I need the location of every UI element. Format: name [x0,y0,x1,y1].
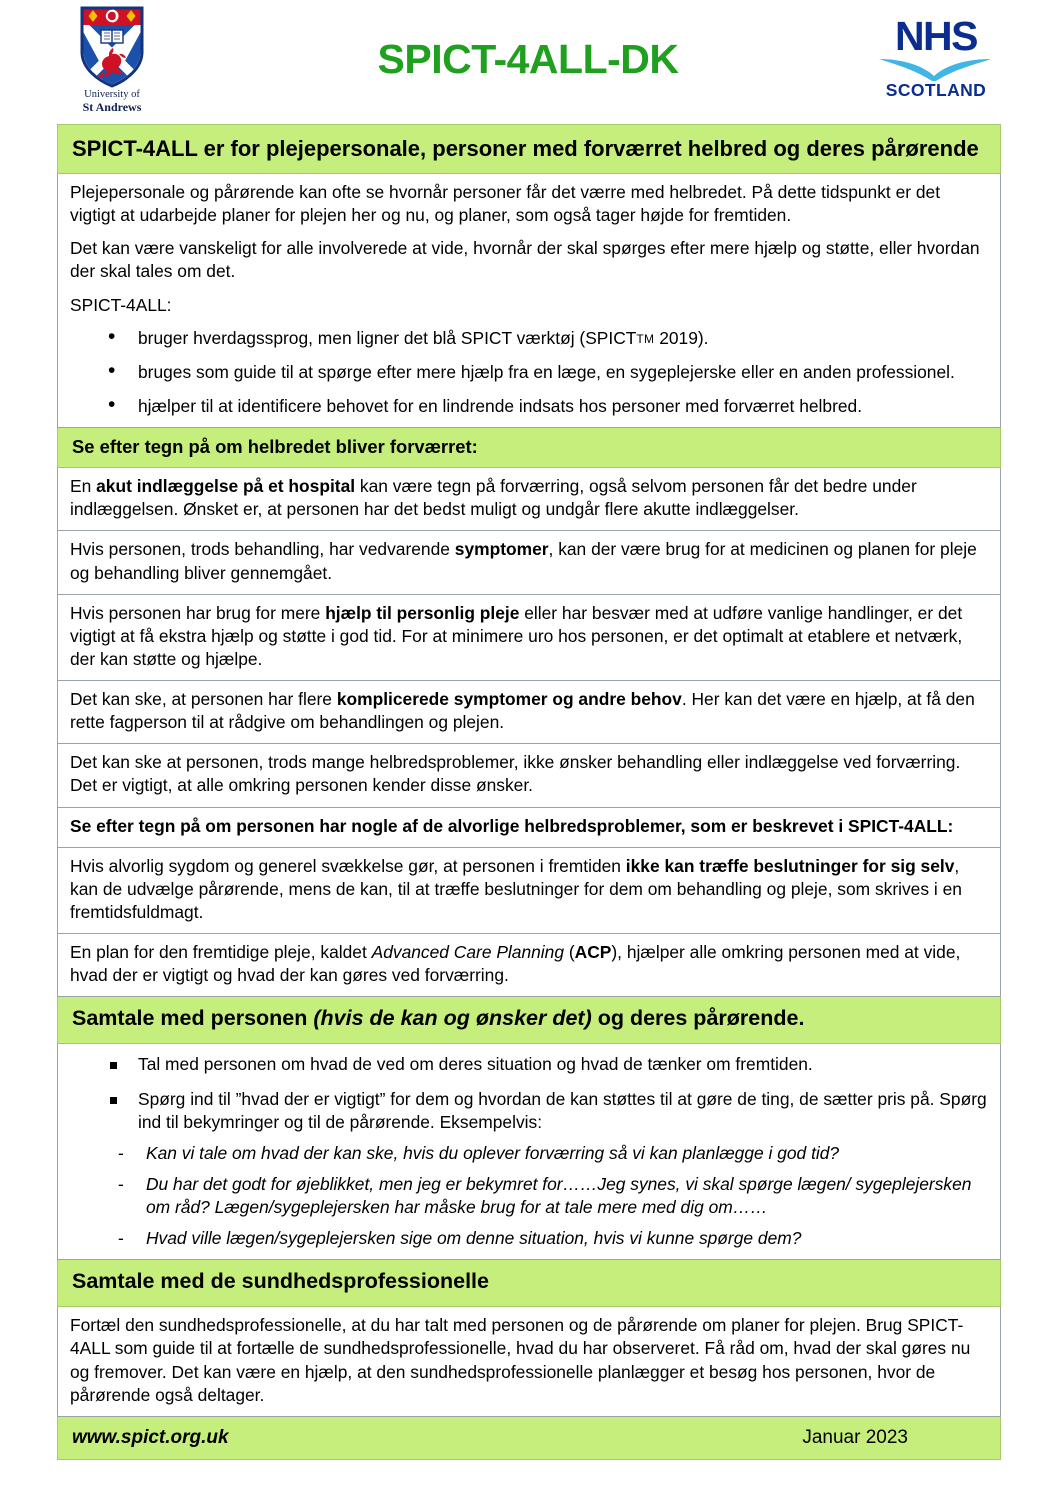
crest-caption [83,89,142,115]
intro-paragraph-3: SPICT-4ALL: [70,294,172,315]
text-pre: En plan for den fremtidige pleje, kaldet [70,942,372,963]
sign-row-1 [58,468,1001,531]
text-post: kan være tegn på forværring, også selvom personen får det bedre under indlæggelsen. Ønsket er, at personen har det bedst muligt og undgår flere akutte indlæggelser. [70,476,917,520]
table-row [58,807,1001,847]
text-emphasis: komplicerede symptomer og andre behov [336,689,682,710]
text-post: ), hjælper alle omkring personen med at vide, hvad der er vigtigt og hvad der kan gøres ved forværring. [70,942,961,986]
sign-row-2 [58,531,1001,594]
table-row [58,428,1001,468]
bullet-text-pre: bruger hverdagssprog, men ligner det blå SPICT værktøj (SPICT [138,327,637,348]
text-emphasis: ikke kan træffe beslutninger for sig selv [625,855,955,876]
text-emphasis: akut indlæggelse på et hospital [96,476,356,497]
table-row [58,934,1001,997]
table-row [58,125,1001,174]
list-item [70,327,988,350]
table-row [58,997,1001,1044]
table-row [58,744,1001,807]
nhs-scotland-label: SCOTLAND [885,79,987,100]
section-heading-talk-person [58,997,1001,1044]
text-pre: En [70,476,97,497]
footer-row [58,1416,1001,1459]
text-pre: Hvis alvorlig sygdom og generel svækkelse gør, at personen i fremtiden [70,855,626,876]
trademark-mark: TM [636,331,655,346]
crest-caption-line-2: St Andrews [82,99,142,114]
text-post: , kan der være brug for at medicinen og planen for pleje og behandling bliver gennemgået. [70,539,977,583]
section-heading-signs: Se efter tegn på om helbredet bliver forværret: [58,428,1001,468]
university-crest [56,4,168,115]
table-row [58,531,1001,594]
sign-row-3 [58,594,1001,680]
text-post: , kan de udvælge pårørende, mens de kan, til at træffe beslutninger for dem om behandling og pleje, som skrives i en fremtidsfuldmagt. [70,855,962,923]
sign-row-5: Det kan ske at personen, trods mange helbredsproblemer, ikke ønsker behandling eller indlæggelse ved forværring. Det er vigtigt, at alle omkring personen kender disse ønsker. [58,744,1001,807]
footer-date: Januar 2023 [802,1426,908,1448]
text-emphasis: ACP [574,942,612,963]
text-post: eller har besvær med at udføre vanlige handlinger, er det vigtigt at få ekstra hjælp og støtte i god tid. For at minimere uro hos personen, er det optimalt at etablere et netværk, der kan støtte og hjælpe. [70,602,963,669]
talk-example-list [70,1142,988,1251]
heading-text-italic: (hvis de kan og ønsker det) [313,1006,592,1031]
heading-text-post: og deres pårørende. [591,1006,805,1031]
footer-website-link[interactable]: www.spict.org.uk [72,1426,229,1448]
list-item: Spørg ind til ”hvad der er vigtigt” for dem og hvordan de kan støttes til at gøre de ting, de sætter pris på. Spørg ind til bekymringer og til de pårørende. Eksempelvis: [70,1088,988,1134]
list-item: - Hvad ville lægen/sygeplejersken sige om denne situation, hvis vi kunne spørge dem? [70,1227,988,1250]
text-pre: Hvis personen, trods behandling, har vedvarende [70,539,455,560]
intro-bullet-list [70,327,988,418]
heading-text-pre: Samtale med personen [72,1006,314,1031]
section-subheading-spict4all: Se efter tegn på om personen har nogle af de alvorlige helbredsproblemer, som er beskrevet i SPICT-4ALL: [58,807,1001,847]
st-andrews-crest-icon [79,6,145,88]
list-item: • hjælper til at identificere behovet for en lindrende indsats hos personer med forværret helbred. [70,395,988,418]
text-pre: Hvis personen har brug for mere [70,602,326,623]
talk-person-block [58,1044,1001,1260]
text-emphasis: symptomer [454,539,549,560]
nhs-scotland-logo [870,13,1002,101]
list-item: - Du har det godt for øjeblikket, men jeg er bekymret for……Jeg synes, vi skal spørge lægen/ sygeplejersken om råd? Lægen/sygeplejersken har måske brug for at tale mere med dig om…… [70,1173,988,1219]
crest-caption-line-1: University of [84,88,140,100]
table-row [58,1260,1001,1307]
professionals-paragraph: Fortæl den sundhedsprofessionelle, at du har talt med personen og de pårørende om planer for plejen. Brug SPICT-4ALL som guide til at fortælle de sundhedsprofessionelle, hvad du har observeret. Få råd om, hvad der skal gøres nu og fremover. Det kan være en hjælp, at den sundhedsprofessionelle planlægger et besøg hos personen, hvor de pårørende også deltager. [58,1307,1001,1417]
text-pre: Det kan ske, at personen har flere [70,689,337,710]
text-post: . Her kan det være en hjælp, at få den rette fagperson til at rådgive om behandlingen og plejen. [70,689,975,733]
nhs-wordmark: NHS [894,13,978,60]
intro-paragraph-1: Plejepersonale og pårørende kan ofte se hvornår personer får det værre med helbredet. På dette tidspunkt er det vigtigt at udarbejde planer for plejen her og nu, og planer, som også tager højde for fremtiden. [70,182,941,226]
acp-row-1 [58,847,1001,933]
table-row [58,174,1001,428]
table-row [58,847,1001,933]
section-heading-main: SPICT-4ALL er for plejepersonale, personer med forværret helbred og deres pårørende [58,125,1001,174]
list-item: Tal med personen om hvad de ved om deres situation og hvad de tænker om fremtiden. [70,1053,988,1076]
page-title: SPICT-4ALL-DK [377,35,679,82]
nhs-wave-icon [877,56,995,82]
content-table [57,124,1001,1460]
table-row [58,594,1001,680]
text-mid: ( [564,942,575,963]
list-item: - Kan vi tale om hvad der kan ske, hvis du oplever forværring så vi kan planlægge i god tid? [70,1142,988,1165]
table-row [58,681,1001,744]
bullet-text-post: 2019). [654,327,709,348]
page-header [0,0,1058,118]
intro-block [58,174,1001,428]
section-heading-talk-professionals: Samtale med de sundhedsprofessionelle [58,1260,1001,1307]
text-italic-term: Advanced Care Planning [371,942,565,963]
talk-bullet-list [70,1053,988,1133]
table-row [58,1416,1001,1459]
table-row [58,1307,1001,1417]
acp-row-2 [58,934,1001,997]
table-row [58,1044,1001,1260]
intro-paragraph-2: Det kan være vanskeligt for alle involverede at vide, hvornår der skal spørges efter mere hjælp og støtte, eller hvordan der skal tales om det. [70,238,980,282]
text-emphasis: hjælp til personlig pleje [325,602,520,623]
sign-row-4 [58,681,1001,744]
table-row [58,468,1001,531]
list-item: • bruges som guide til at spørge efter mere hjælp fra en læge, en sygeplejerske eller en anden professionel. [70,361,988,384]
